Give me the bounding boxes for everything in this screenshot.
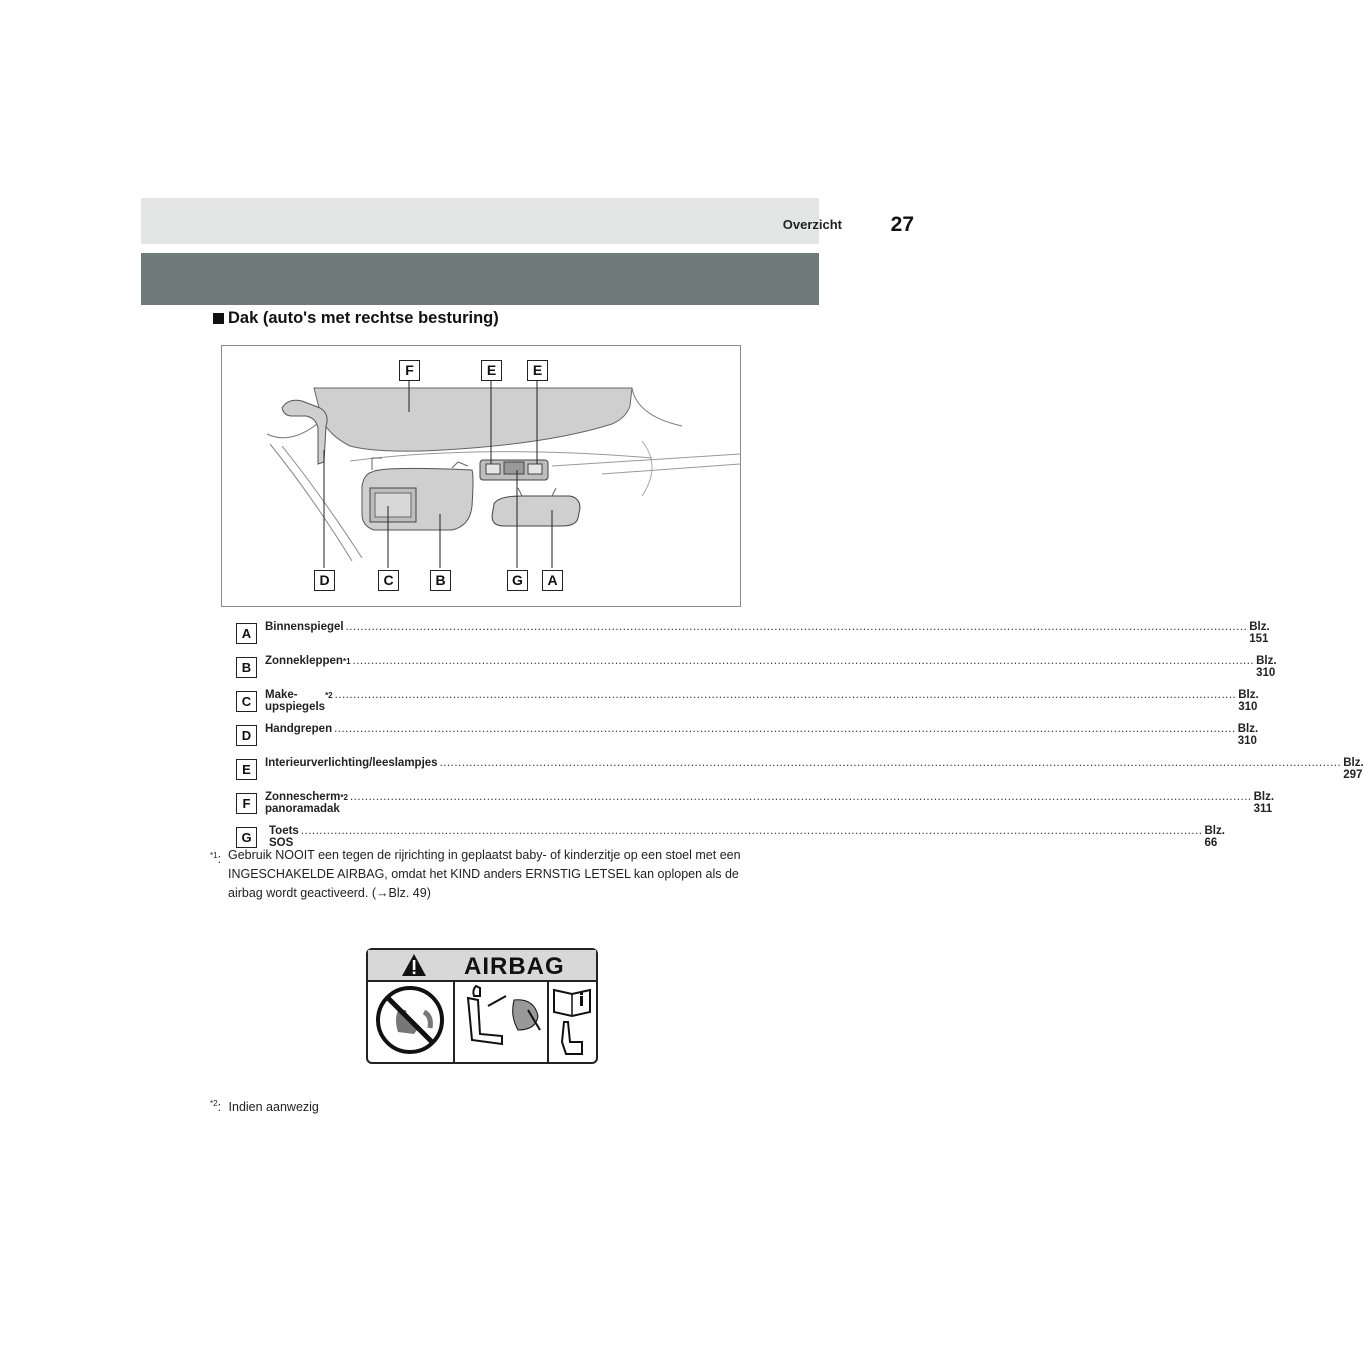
footnote-2: $^{*2}$: Indien aanwezig: [210, 1099, 319, 1115]
callout-e-left: E: [481, 360, 502, 381]
legend-label: Handgrepen: [265, 723, 333, 735]
seat-airbag-icon: [468, 986, 540, 1044]
legend-page-ref: Blz. 297: [1343, 757, 1364, 781]
legend-letter: E: [236, 759, 257, 780]
legend-label: Toets SOS: [269, 825, 299, 849]
legend-item: [236, 752, 1364, 786]
callout-g: G: [507, 570, 528, 591]
roof-illustration: [221, 345, 741, 607]
airbag-warning-label: [366, 948, 598, 1064]
callout-a: A: [542, 570, 563, 591]
legend-item: [236, 718, 1259, 752]
legend-item: [236, 684, 1259, 718]
legend-item: [236, 650, 1277, 684]
legend-letter: D: [236, 725, 257, 746]
callout-e-right: E: [527, 360, 548, 381]
callout-c: C: [378, 570, 399, 591]
legend-letter: F: [236, 793, 257, 814]
roof-drawing: [222, 346, 740, 606]
legend-sup: *2: [340, 793, 348, 802]
footnote-1-mark: *1: [210, 851, 218, 860]
legend-label: Binnenspiegel: [265, 621, 344, 633]
callout-b: B: [430, 570, 451, 591]
legend-letter: C: [236, 691, 257, 712]
legend-label: Zonnekleppen: [265, 655, 343, 667]
footnote-2-mark: *2: [210, 1099, 218, 1108]
legend-item: [236, 786, 1275, 820]
page-number: 27: [890, 213, 914, 236]
footnote-1-text: Gebruik NOOIT een tegen de rijrichting in geplaatst baby- of kinderzitje op een stoel met een INGESCHAKELDE AIRBAG, omdat het KIND anders ERNSTIG LETSEL kan oplopen als de airbag wordt geactiveerd. (→Blz. 49): [228, 848, 741, 900]
header-bar: [141, 198, 819, 244]
section-band: [141, 253, 819, 305]
legend-page-ref: Blz. 151: [1249, 621, 1270, 645]
legend-page-ref: Blz. 310: [1238, 689, 1259, 713]
legend-label: Zonnescherm panoramadak: [265, 791, 341, 815]
legend-list: [236, 616, 1364, 854]
callout-d: D: [314, 570, 335, 591]
warning-triangle-icon: [402, 954, 426, 976]
airbag-label-word: AIRBAG: [464, 953, 565, 980]
legend-letter: G: [236, 827, 257, 848]
legend-item: [236, 616, 1270, 650]
legend-label: Interieurverlichting/leeslampjes: [265, 757, 438, 769]
header-section-title: Overzicht: [782, 217, 842, 232]
callout-f: F: [399, 360, 420, 381]
section-heading: [213, 309, 499, 328]
legend-page-ref: Blz. 310: [1237, 723, 1259, 747]
legend-letter: A: [236, 623, 257, 644]
square-bullet-icon: [213, 313, 224, 324]
read-manual-icon: [554, 990, 590, 1054]
legend-sup: *2: [325, 691, 333, 700]
legend-page-ref: Blz. 311: [1253, 791, 1275, 815]
footnote-2-text: Indien aanwezig: [228, 1100, 319, 1115]
legend-page-ref: Blz. 310: [1256, 655, 1277, 679]
legend-sup: *1: [342, 657, 351, 666]
legend-page-ref: Blz. 66: [1204, 825, 1225, 849]
legend-label: Make-upspiegels: [265, 689, 326, 713]
no-rear-facing-child-seat-icon: [378, 988, 442, 1052]
section-heading-text: Dak (auto's met rechtse besturing): [228, 309, 499, 327]
legend-letter: B: [236, 657, 257, 678]
